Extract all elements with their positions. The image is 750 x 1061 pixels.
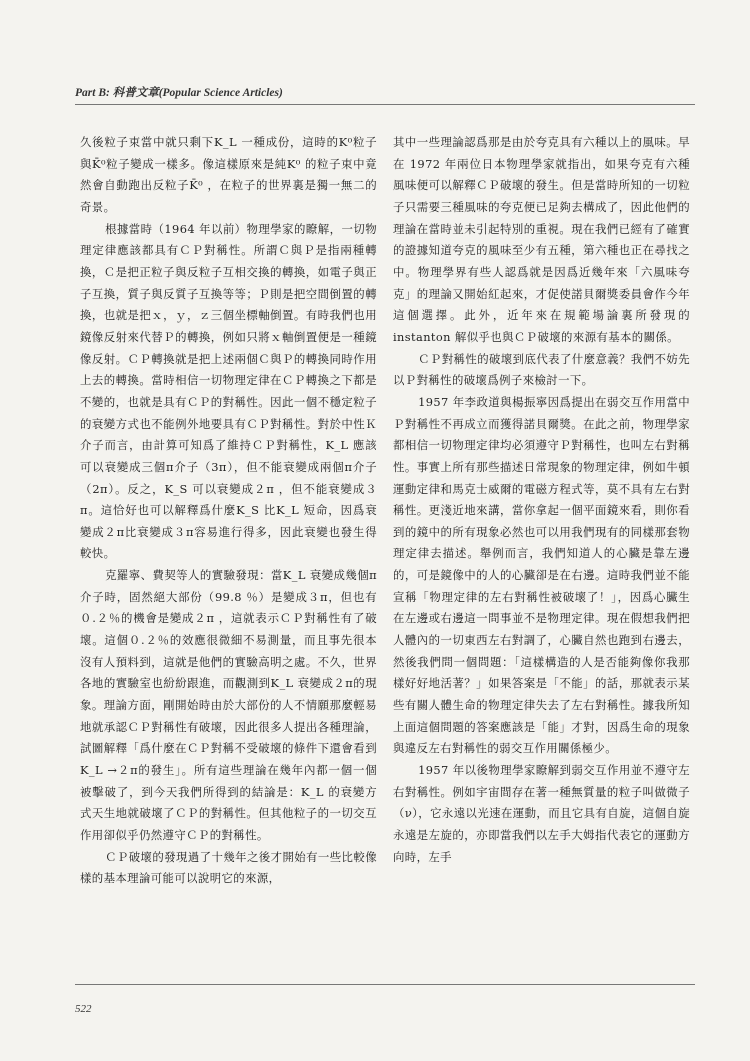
paragraph: 久後粒子束當中就只剩下K_L 一種成份，這時的K⁰粒子與K̄⁰粒子變成一樣多。像這樣原來是純K⁰ 的粒子束中竟然會自動跑出反粒子K̄⁰ ，在粒子的世界裏是獨一無二的奇景。 <box>80 135 377 214</box>
paragraph: 根據當時（1964 年以前）物理學家的瞭解，一切物理定律應該都具有ＣＰ對稱性。所謂Ｃ與Ｐ是指兩種轉換，Ｃ是把正粒子與反粒子互相交換的轉換，如電子與正子互換，質子與反質子互換等等；Ｐ則是把空間倒置的轉換，也就是把ｘ，ｙ，ｚ三個坐標軸倒置。有時我們也用鏡像反射來代替Ｐ的轉換，例如只將ｘ軸倒置便是一種鏡像反射。ＣＰ轉換就是把上述兩個Ｃ與Ｐ的轉換同時作用上去的轉換。當時相信一切物理定律在ＣＰ轉換之下都是不變的，也就是具有ＣＰ的對稱性。因此一個不穩定粒子的衰變方式也不能例外地要具有ＣＰ對稱性。對於中性Ｋ介子而言，由計算可知爲了維持ＣＰ對稱性，K_L 應該可以衰變成三個π介子（3π），但不能衰變成兩個π介子（2π）。反之，K_S 可以衰變成２π ，但不能衰變成３π。這恰好也可以解釋爲什麼K_S 比K_L 短命，因爲衰變成２π比衰變成３π容易進行得多，因此衰變也發生得較快。 <box>80 221 377 561</box>
paragraph: 1957 年以後物理學家瞭解到弱交互作用並不遵守左右對稱性。例如宇宙間存在著一種無質量的粒子叫做微子（ν），它永遠以光速在運動，而且它具有自旋，這個自旋永遠是左旋的，亦即當我們以左手大姆指代表它的運動方向時，左手 <box>393 763 690 864</box>
right-column <box>393 132 690 972</box>
page-number: 522 <box>75 1003 92 1015</box>
header-rule <box>75 104 695 105</box>
paragraph: ＣＰ破壞的發現過了十幾年之後才開始有一些比較像樣的基本理論可能可以說明它的來源， <box>80 849 377 886</box>
running-head: Part B: 科普文章(Popular Science Articles) <box>75 87 283 99</box>
left-column <box>80 132 377 972</box>
paragraph: ＣＰ對稱性的破壞到底代表了什麼意義？我們不妨先以Ｐ對稱性的破壞爲例子來檢討一下。 <box>393 351 690 388</box>
footer-rule <box>75 984 695 985</box>
paragraph: 克羅寧、費契等人的實驗發現：當K_L 衰變成幾個π介子時，固然絕大部份（99.8 ％）是變成３π，但也有０.２％的機會是變成２π ，這就表示ＣＰ對稱性有了破壞。這個０.２％的效應很微細不易測量，而且事先很本沒有人預料到，這就是他們的實驗高明之處。不久，世界各地的實驗室也紛紛跟進，而觀測到K_L 衰變成２π的現象。理論方面，剛開始時由於大部份的人不情願那麼輕易地就承認ＣＰ對稱性有破壞，因此很多人提出各種理論，試圖解釋「爲什麼在ＣＰ對稱不受破壞的條件下還會看到K_L →２π的發生」。所有這些理論在幾年內都一個一個被擊破了，到今天我們所得到的結論是：K_L 的衰變方式天生地就破壞了ＣＰ的對稱性。但其他粒子的一切交互作用卻似乎仍然遵守ＣＰ的對稱性。 <box>80 568 377 842</box>
paragraph: 1957 年李政道與楊振寧因爲提出在弱交互作用當中Ｐ對稱性不再成立而獲得諾貝爾獎。在此之前，物理學家都相信一切物理定律均必須遵守Ｐ對稱性，也叫左右對稱性。事實上所有那些描述日常現象的物理定律，例如牛頓運動定律和馬克士威爾的電磁方程式等，莫不具有左右對稱性。更淺近地來講，當你拿起一個平面鏡來看，則你看到的鏡中的所有現象必然也可以用我們現有的同樣那套物理定律去描述。舉例而言，我們知道人的心臟是靠左邊的，可是鏡像中的人的心臟卻是在右邊。這時我們並不能宣稱「物理定律的左右對稱性被破壞了！」，因爲心臟生在左邊或右邊這一問事並不是物理定律。現在假想我們把人體內的一切東西左右對調了，心臟自然也跑到右邊去，然後我們問一個問題：「這樣構造的人是否能夠像你我那樣好好地活著？」如果答案是「不能」的話，那就表示某些有關人體生命的物理定律失去了左右對稱性。據我所知上面這個問題的答案應該是「能」才對，因爲生命的現象與違反左右對稱性的弱交互作用關係極少。 <box>393 394 690 756</box>
paragraph: 其中一些理論認爲那是由於夸克具有六種以上的風味。早在 1972 年兩位日本物理學家就指出，如果夸克有六種風味便可以解釋ＣＰ破壞的發生。但是當時所知的一切粒子只需要三種風味的夸克便已足夠去構成了，因此他們的理論在當時並未引起特別的重視。現在我們已經有了確實的證據知道夸克的風味至少有五種，第六種也正在尋找之中。物理學界有些人認爲就是因爲近幾年來「六風味夸克」的理論又開始紅起來，才促使諾貝爾獎委員會作今年這個選擇。此外，近年來在規範場論裏所發現的 instanton 解似乎也與ＣＰ破壞的來源有基本的關係。 <box>393 135 690 344</box>
